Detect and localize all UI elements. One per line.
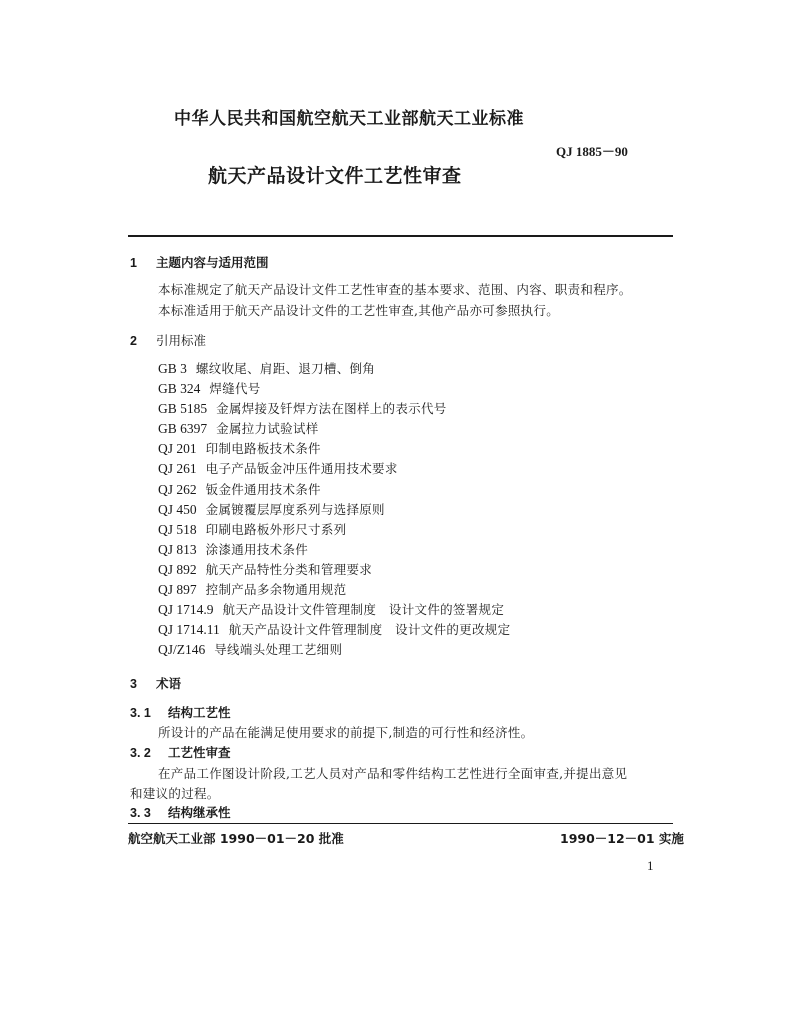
- list-item: [158, 399, 510, 419]
- reference-code: QJ 518: [158, 521, 197, 537]
- section-title: 术语: [156, 676, 182, 691]
- list-item: [158, 500, 510, 520]
- section-3-1-text: 所设计的产品在能满足使用要求的前提下,制造的可行性和经济性。: [158, 725, 534, 740]
- page-number: 1: [647, 858, 654, 873]
- list-item: [158, 459, 510, 479]
- section-3-1-heading: [130, 703, 231, 721]
- section-3-2-text-line-1: 在产品工作图设计阶段,工艺人员对产品和零件结构工艺性进行全面审查,并提出意见: [158, 766, 628, 781]
- list-item: [158, 560, 510, 580]
- section-1-paragraph-2: 本标准适用于航天产品设计文件的工艺性审查,其他产品亦可参照执行。: [158, 303, 560, 318]
- implementation-date: 1990－12－01 实施: [560, 831, 684, 846]
- reference-title: 印制电路板技术条件: [205, 441, 321, 457]
- subsection-title: 工艺性审查: [168, 745, 231, 760]
- section-3-2-heading: [130, 743, 231, 761]
- reference-code: QJ 897: [158, 582, 197, 598]
- header-divider: [128, 235, 673, 237]
- section-number: 3: [130, 677, 137, 691]
- list-item: [158, 359, 510, 379]
- section-1-heading: [130, 253, 269, 271]
- reference-title: 导线端头处理工艺细则: [214, 642, 343, 658]
- subsection-number: 3. 1: [130, 706, 151, 720]
- section-3-2-text-line-2: 和建议的过程。: [130, 786, 220, 801]
- list-item: [158, 620, 510, 640]
- reference-code: QJ 261: [158, 461, 197, 477]
- section-number: 2: [130, 334, 137, 348]
- subsection-number: 3. 2: [130, 746, 151, 760]
- standard-number: QJ 1885－90: [556, 144, 628, 159]
- footer-divider: [128, 823, 673, 824]
- reference-title: 电子产品钣金冲压件通用技术要求: [205, 461, 398, 477]
- reference-code: GB 3: [158, 361, 187, 376]
- approval-statement: 航空航天工业部 1990－01－20 批准: [128, 831, 344, 846]
- reference-code: GB 6397: [158, 421, 208, 437]
- reference-title: 金属拉力试验试样: [216, 421, 319, 437]
- reference-code: QJ 892: [158, 561, 197, 577]
- section-number: 1: [130, 256, 137, 270]
- reference-title: 控制产品多余物通用规范: [205, 582, 347, 598]
- list-item: [158, 580, 510, 600]
- section-3-heading: [130, 674, 181, 692]
- reference-title: 航天产品设计文件管理制度 设计文件的签署规定: [222, 602, 505, 618]
- reference-list: [158, 359, 510, 660]
- reference-title: 金属焊接及钎焊方法在图样上的表示代号: [216, 401, 447, 417]
- subsection-title: 结构工艺性: [168, 705, 231, 720]
- list-item: [158, 439, 510, 459]
- reference-code: QJ 201: [158, 441, 197, 457]
- reference-code: QJ 262: [158, 481, 197, 497]
- reference-code: GB 324: [158, 381, 201, 397]
- reference-title: 焊缝代号: [209, 381, 261, 397]
- reference-code: QJ 813: [158, 541, 197, 557]
- reference-title: 钣金件通用技术条件: [205, 481, 321, 497]
- reference-code: QJ 450: [158, 501, 197, 517]
- reference-title: 螺纹收尾、肩距、退刀槽、倒角: [195, 361, 376, 376]
- issuing-organization: 中华人民共和国航空航天工业部航天工业标准: [174, 109, 524, 129]
- reference-title: 涂漆通用技术条件: [205, 541, 309, 557]
- section-2-heading: [130, 331, 206, 349]
- list-item: [158, 379, 510, 399]
- reference-code: QJ/Z146: [158, 642, 206, 658]
- list-item: [158, 480, 510, 500]
- reference-code: QJ 1714.9: [158, 602, 214, 618]
- document-title: 航天产品设计文件工艺性审查: [208, 165, 462, 187]
- list-item: [158, 600, 510, 620]
- section-1-paragraph-1: 本标准规定了航天产品设计文件工艺性审查的基本要求、范围、内容、职责和程序。: [158, 282, 632, 297]
- reference-title: 航天产品设计文件管理制度 设计文件的更改规定: [228, 622, 511, 638]
- list-item: [158, 419, 510, 439]
- reference-code: QJ 1714.11: [158, 622, 220, 638]
- reference-code: GB 5185: [158, 401, 208, 417]
- subsection-number: 3. 3: [130, 806, 151, 820]
- reference-title: 金属镀覆层厚度系列与选择原则: [205, 501, 385, 517]
- section-3-3-heading: [130, 803, 231, 821]
- list-item: [158, 520, 510, 540]
- section-title: 主题内容与适用范围: [156, 255, 269, 270]
- reference-title: 航天产品特性分类和管理要求: [205, 561, 373, 577]
- reference-title: 印刷电路板外形尺寸系列: [205, 521, 347, 537]
- list-item: [158, 640, 510, 660]
- section-title: 引用标准: [156, 333, 207, 348]
- list-item: [158, 540, 510, 560]
- subsection-title: 结构继承性: [168, 805, 231, 820]
